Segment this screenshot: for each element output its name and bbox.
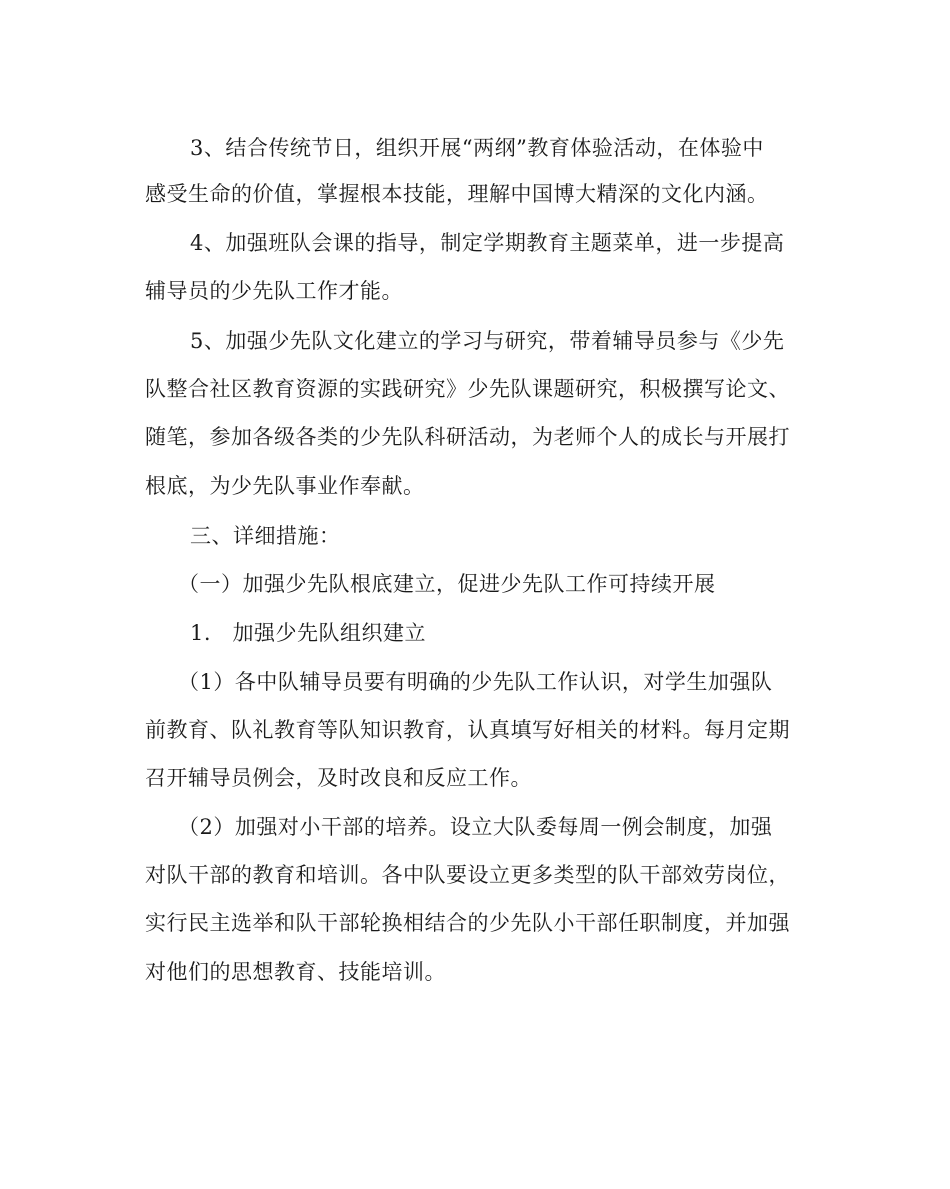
item-2-line-3: 实行民主选举和队干部轮换相结合的少先队小干部任职制度，并加强 [145, 911, 790, 935]
item-1-line-3: 召开辅导员例会，及时改良和反应工作。 [145, 766, 532, 790]
item-1-line-2: 前教育、队礼教育等队知识教育，认真填写好相关的材料。每月定期 [145, 718, 790, 742]
item-1-line-1: （1）各中队辅导员要有明确的少先队工作认识，对学生加强队 [178, 670, 773, 694]
item-heading-1: 1. 加强少先队组织建立 [190, 621, 427, 645]
item-2-line-1: （2）加强对小干部的培养。设立大队委每周一例会制度，加强 [178, 815, 773, 839]
section-heading-measures: 三、详细措施： [190, 524, 341, 548]
paragraph-4-line-2: 辅导员的少先队工作才能。 [145, 279, 403, 303]
item-2-line-4: 对他们的思想教育、技能培训。 [145, 960, 446, 984]
paragraph-5-line-3: 随笔，参加各级各类的少先队科研活动，为老师个人的成长与开展打 [145, 425, 790, 449]
paragraph-5-line-2: 队整合社区教育资源的实践研究》少先队课题研究，积极撰写论文、 [145, 377, 790, 401]
paragraph-4-line-1: 4、加强班队会课的指导，制定学期教育主题菜单，进一步提高 [190, 231, 785, 255]
subsection-heading-1: （一）加强少先队根底建立，促进少先队工作可持续开展 [178, 572, 716, 596]
paragraph-3-line-2: 感受生命的价值，掌握根本技能，理解中国博大精深的文化内涵。 [145, 182, 769, 206]
item-2-line-2: 对队干部的教育和培训。各中队要设立更多类型的队干部效劳岗位， [145, 863, 790, 887]
paragraph-5-line-1: 5、加强少先队文化建立的学习与研究，带着辅导员参与《少先 [190, 329, 785, 353]
paragraph-3-line-1: 3、结合传统节日，组织开展“两纲”教育体验活动，在体验中 [190, 136, 764, 160]
paragraph-5-line-4: 根底，为少先队事业作奉献。 [145, 474, 425, 498]
